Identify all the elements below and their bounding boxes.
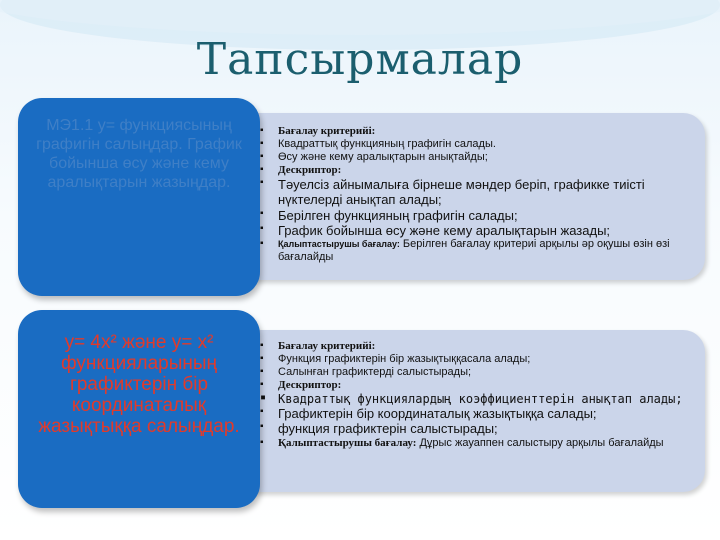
task-text-2: у= 4х² және у= х² функцияларының графиктерін бір координаталық жазықтыққа салыңдар. bbox=[38, 332, 240, 437]
list-item: ▪ График бойынша өсу және кему аралықтарын жазады; bbox=[260, 223, 693, 238]
list-item: ▪ Бағалау критерийі: bbox=[260, 340, 693, 353]
assessment-text: Дұрыс жауаппен салыстыру арқылы бағалайды bbox=[416, 436, 664, 449]
list-item: ▪ Салынған графиктерді салыстырады; bbox=[260, 366, 693, 379]
list-item: ▪ Квадраттық функциялардың коэффициенттерін анықтап алады; bbox=[260, 392, 693, 406]
assessment-label: Қалыптастырушы бағалау: bbox=[278, 436, 417, 449]
list-item: ▪ Бағалау критерийі: bbox=[260, 125, 693, 138]
task-box-1 bbox=[18, 98, 260, 296]
list-item: ▪ Дескриптор: bbox=[260, 164, 693, 177]
criteria-list-2 bbox=[260, 340, 693, 450]
list-item: ▪ Тәуелсіз айнымалыға бірнеше мәндер беріп, графикке тиісті нүктелерді анықтап алады; bbox=[260, 177, 693, 208]
list-item: ▪ Квадраттық функцияның графигін салады. bbox=[260, 138, 693, 151]
task-text-1: МЭ1.1 у= функциясының графигін салыңдар. График бойынша өсу және кему аралықтарын жазыңдар. bbox=[36, 117, 242, 191]
assessment-label: Қалыптастырушы бағалау: bbox=[278, 239, 400, 250]
list-item bbox=[260, 437, 693, 450]
slide-title: Тапсырмалар bbox=[196, 34, 524, 85]
list-item: ▪ функция графиктерін салыстырады; bbox=[260, 421, 693, 436]
list-item: ▪ Дескриптор: bbox=[260, 379, 693, 392]
list-item: ▪ Өсу және кему аралықтарын анықтайды; bbox=[260, 151, 693, 164]
assessment-text: Берілген бағалау критериі арқылы әр оқушы өзін өзі бағалайды bbox=[278, 238, 670, 264]
list-item bbox=[260, 238, 693, 264]
list-item: ▪ Функция графиктерін бір жазықтыққасала алады; bbox=[260, 353, 693, 366]
list-item: ▪ Графиктерін бір координаталық жазықтыққа салады; bbox=[260, 406, 693, 421]
task-box-2 bbox=[18, 310, 260, 508]
list-item: ▪ Берілген функцияның графигін салады; bbox=[260, 208, 693, 223]
criteria-list-1 bbox=[260, 125, 693, 264]
